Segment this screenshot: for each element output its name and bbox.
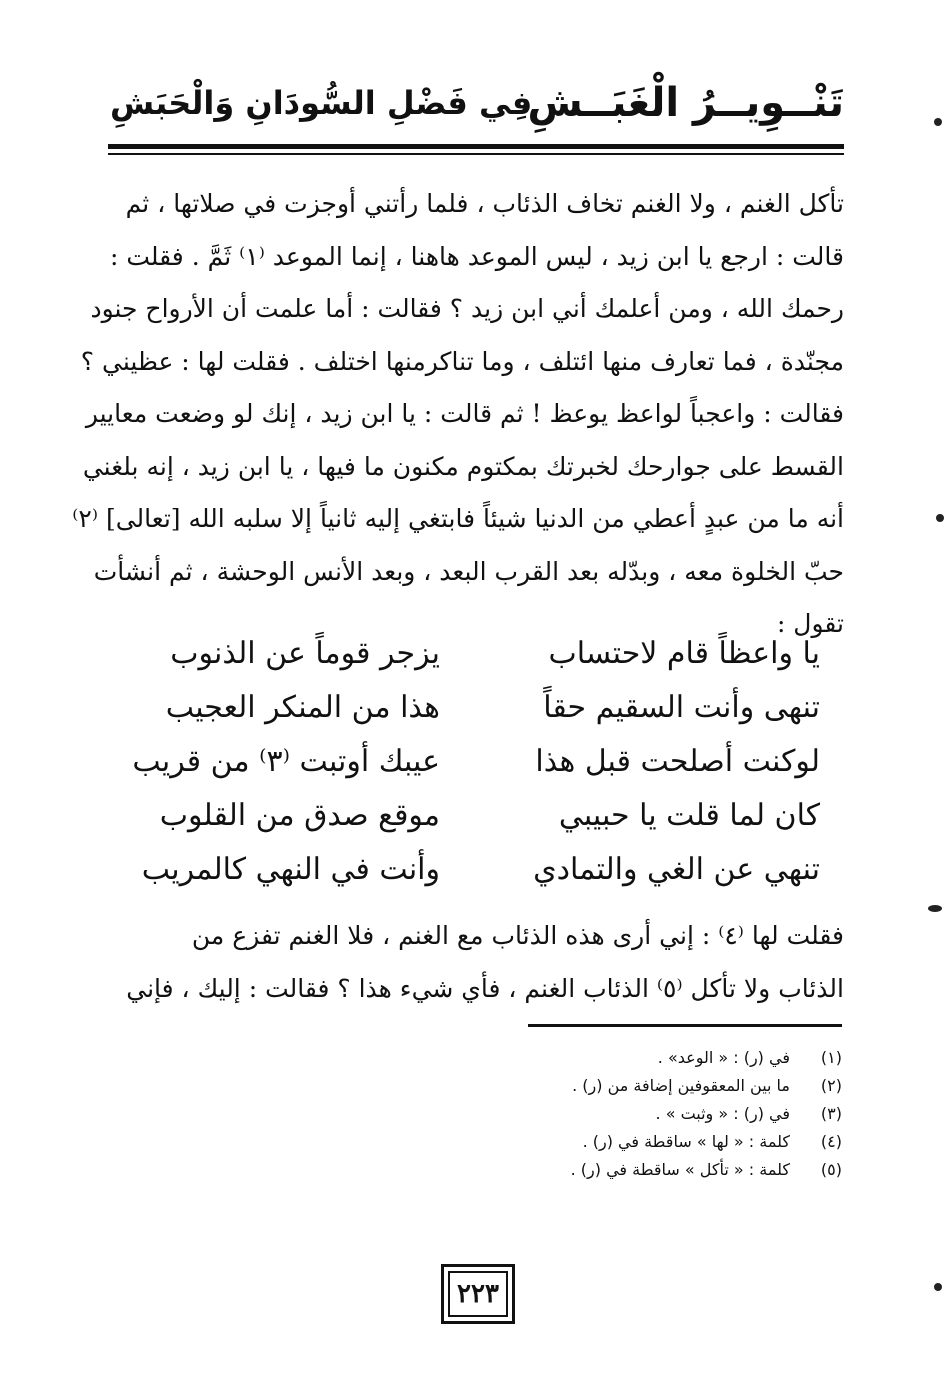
- verse-second-hemistich: هذا من المنكر العجيب: [165, 690, 440, 725]
- verse-first-hemistich: لوكنت أصلحت قبل هذا: [535, 744, 820, 779]
- verse-second-hemistich: موقع صدق من القلوب: [159, 798, 440, 833]
- text-line: قالت : ارجع يا ابن زيد ، ليس الموعد هاهنا ، إنما الموعد ⁽١⁾ ثَمَّ . فقلت :: [109, 241, 844, 271]
- footnote: [422, 1044, 842, 1072]
- poem-verse: [130, 684, 820, 738]
- text-line: تأكل الغنم ، ولا الغنم تخاف الذئاب ، فلما رأتني أوجزت في صلاتها ، ثم: [125, 189, 844, 218]
- footnote-number: (٤): [820, 1132, 842, 1151]
- poem-verse: [130, 846, 820, 900]
- footnote-text: كلمة : « لها » ساقطة في (ر) .: [582, 1132, 790, 1151]
- text-line: حبّ الخلوة معه ، وبدّله بعد القرب البعد ، وبعد الأنس الوحشة ، ثم أنشأت: [93, 556, 844, 586]
- verse-second-hemistich: يزجر قوماً عن الذنوب: [170, 636, 440, 671]
- text-line: أنه ما من عبدٍ أعطي من الدنيا شيئاً فابتغي إليه ثانياً إلا سلبه الله [تعالى] ⁽٢⁾: [72, 504, 844, 533]
- page-header: [108, 62, 844, 142]
- text-line: الذئاب ولا تأكل ⁽٥⁾ الذئاب الغنم ، فأي شيء هذا ؟ فقالت : إليك ، فإني: [126, 973, 844, 1003]
- main-text: [72, 178, 844, 651]
- page-number: ٢٢٣: [448, 1271, 508, 1317]
- book-subtitle: فِي فَضْلِ السُّودَانِ وَالْحَبَشِ: [110, 84, 533, 122]
- scan-edge-mark: [936, 514, 944, 522]
- verse-first-hemistich: تنهي عن الغي والتمادي: [533, 852, 820, 887]
- footnote: [422, 1156, 842, 1184]
- footnote-number: (٥): [820, 1160, 842, 1179]
- text-line: تقول :: [776, 609, 844, 638]
- footnote-rule: [528, 1024, 842, 1027]
- book-title: تَنْــوِيــرُ الْغَبَــشِ: [527, 80, 844, 126]
- footnote-text: في (ر) : « وثبت » .: [655, 1104, 790, 1123]
- text-line: رحمك الله ، ومن أعلمك أني ابن زيد ؟ فقالت : أما علمت أن الأرواح جنود: [90, 294, 844, 323]
- footnote-number: (٢): [820, 1076, 842, 1095]
- footnote-text: ما بين المعقوفين إضافة من (ر) .: [572, 1076, 790, 1095]
- poem-verse: [130, 792, 820, 846]
- verse-second-hemistich: وأنت في النهي كالمريب: [141, 852, 440, 887]
- text-line: فقالت : واعجباً لواعظ يوعظ ! ثم قالت : يا ابن زيد ، إنك لو وضعت معايير: [85, 399, 844, 428]
- main-text-continued: [108, 910, 844, 1015]
- footnote-text: في (ر) : « الوعد» .: [657, 1048, 790, 1067]
- scan-edge-mark: [934, 118, 942, 126]
- page-number-frame: [441, 1264, 515, 1324]
- text-line: القسط على جوارحك لخبرتك بمكتوم مكنون ما فيها ، يا ابن زيد ، إنه بلغني: [82, 451, 844, 481]
- header-rule-thin: [108, 153, 844, 155]
- footnote-number: (٣): [820, 1104, 842, 1123]
- scan-edge-mark: [934, 1283, 942, 1291]
- verse-first-hemistich: كان لما قلت يا حبيبي: [558, 798, 820, 833]
- footnote-number: (١): [820, 1048, 842, 1067]
- text-line: فقلت لها ⁽٤⁾ : إني أرى هذه الذئاب مع الغنم ، فلا الغنم تفزع من: [191, 921, 844, 950]
- footnote-text: كلمة : « تأكل » ساقطة في (ر) .: [570, 1160, 790, 1179]
- footnote: [422, 1128, 842, 1156]
- scan-edge-mark: [928, 905, 942, 912]
- header-rule-thick: [108, 144, 844, 149]
- poem: [130, 630, 820, 900]
- verse-first-hemistich: يا واعظاً قام لاحتساب: [548, 636, 820, 671]
- poem-verse: [130, 630, 820, 684]
- footnote: [422, 1100, 842, 1128]
- verse-second-hemistich: عيبك أوتبت ⁽٣⁾ من قريب: [132, 744, 440, 779]
- footnote: [422, 1072, 842, 1100]
- footnotes: [422, 1044, 842, 1184]
- text-line: مجنّدة ، فما تعارف منها ائتلف ، وما تناكرمنها اختلف . فقلت لها : عظيني ؟: [80, 346, 844, 376]
- verse-first-hemistich: تنهى وأنت السقيم حقاً: [543, 690, 820, 725]
- poem-verse: [130, 738, 820, 792]
